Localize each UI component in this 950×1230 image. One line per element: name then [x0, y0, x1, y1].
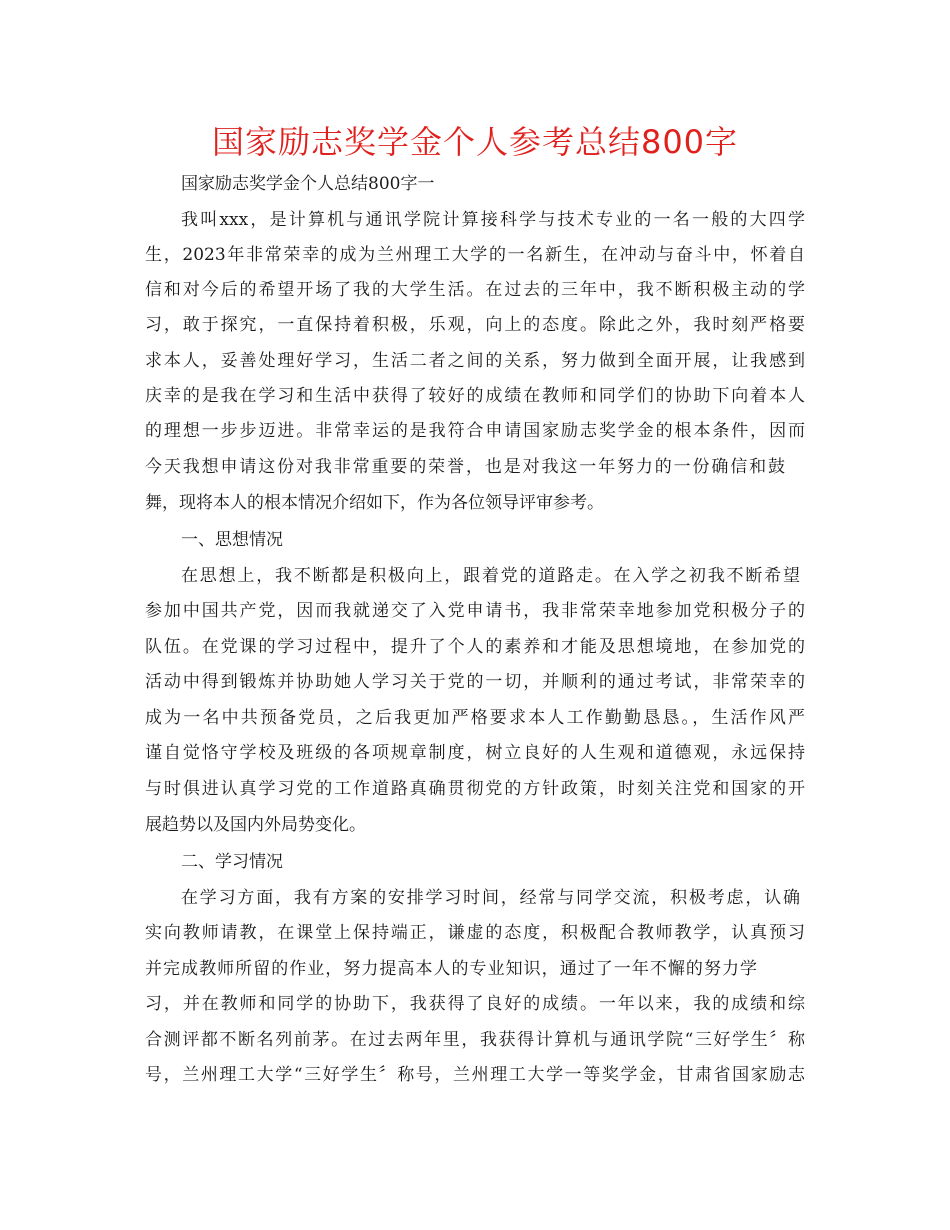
- body-line: 信和对今后的希望开场了我的大学生活。在过去的三年中，我不断积极主动的学: [145, 280, 805, 300]
- body-line: 庆幸的是我在学习和生活中获得了较好的成绩在教师和同学们的协助下向着本人: [145, 386, 805, 406]
- body-line: 我叫xxx，是计算机与通讯学院计算接科学与技术专业的一名一般的大四学: [181, 210, 805, 230]
- body-line: 在学习方面，我有方案的安排学习时间，经常与同学交流，积极考虑，认确: [181, 888, 800, 908]
- body-line: 队伍。在党课的学习过程中，提升了个人的素养和才能及思想境地，在参加党的: [145, 637, 805, 657]
- body-line: 活动中得到锻炼并协助她人学习关于党的一切，并顺利的通过考试，非常荣幸的: [145, 672, 805, 692]
- body-line: 习，并在教师和同学的协助下，我获得了良好的成绩。一年以来，我的成绩和综: [145, 994, 805, 1014]
- body-line: 的理想一步步迈进。非常幸运的是我符合申请国家励志奖学金的根本条件，因而: [145, 421, 805, 441]
- document-title: 国家励志奖学金个人参考总结800字: [211, 123, 739, 161]
- body-line: 并完成教师所留的作业，努力提高本人的专业知识，通过了一年不懈的努力学: [145, 959, 757, 979]
- body-line: 习，敢于探究，一直保持着积极，乐观，向上的态度。除此之外，我时刻严格要: [145, 315, 805, 335]
- section-heading: 二、学习情况: [181, 852, 283, 872]
- subtitle-line: 国家励志奖学金个人总结800字一: [181, 174, 435, 194]
- body-line: 参加中国共产党，因而我就递交了入党申请书，我非常荣幸地参加党积极分子的: [145, 601, 805, 621]
- body-line: 与时俱进认真学习党的工作道路真确贯彻党的方针政策，时刻关注党和国家的开: [145, 779, 805, 799]
- body-line: 求本人，妥善处理好学习，生活二者之间的关系，努力做到全面开展，让我感到: [145, 351, 805, 371]
- body-line: 在思想上，我不断都是积极向上，跟着党的道路走。在入学之初我不断希望: [181, 566, 800, 586]
- body-line: 展趋势以及国内外局势变化。: [145, 815, 366, 835]
- body-line: 号，兰州理工大学“三好学生〞称号，兰州理工大学一等奖学金，甘肃省国家励志: [145, 1065, 805, 1085]
- section-heading: 一、思想情况: [181, 530, 283, 550]
- body-line: 今天我想申请这份对我非常重要的荣誉，也是对我这一年努力的一份确信和鼓: [145, 457, 785, 477]
- body-line: 成为一名中共预备党员，之后我更加严格要求本人工作勤勤恳恳。，生活作风严: [145, 708, 805, 728]
- body-line: 实向教师请教，在课堂上保持端正，谦虚的态度，积极配合教师教学，认真预习: [145, 923, 805, 943]
- body-line: 生，2023年非常荣幸的成为兰州理工大学的一名新生，在冲动与奋斗中，怀着自: [145, 245, 805, 265]
- body-line: 合测评都不断名列前茅。在过去两年里，我获得计算机与通讯学院“三好学生〞称: [145, 1030, 805, 1050]
- body-line: 舞，现将本人的根本情况介绍如下，作为各位领导评审参考。: [145, 493, 604, 513]
- body-line: 谨自觉恪守学校及班级的各项规章制度，树立良好的人生观和道德观，永远保持: [145, 743, 805, 763]
